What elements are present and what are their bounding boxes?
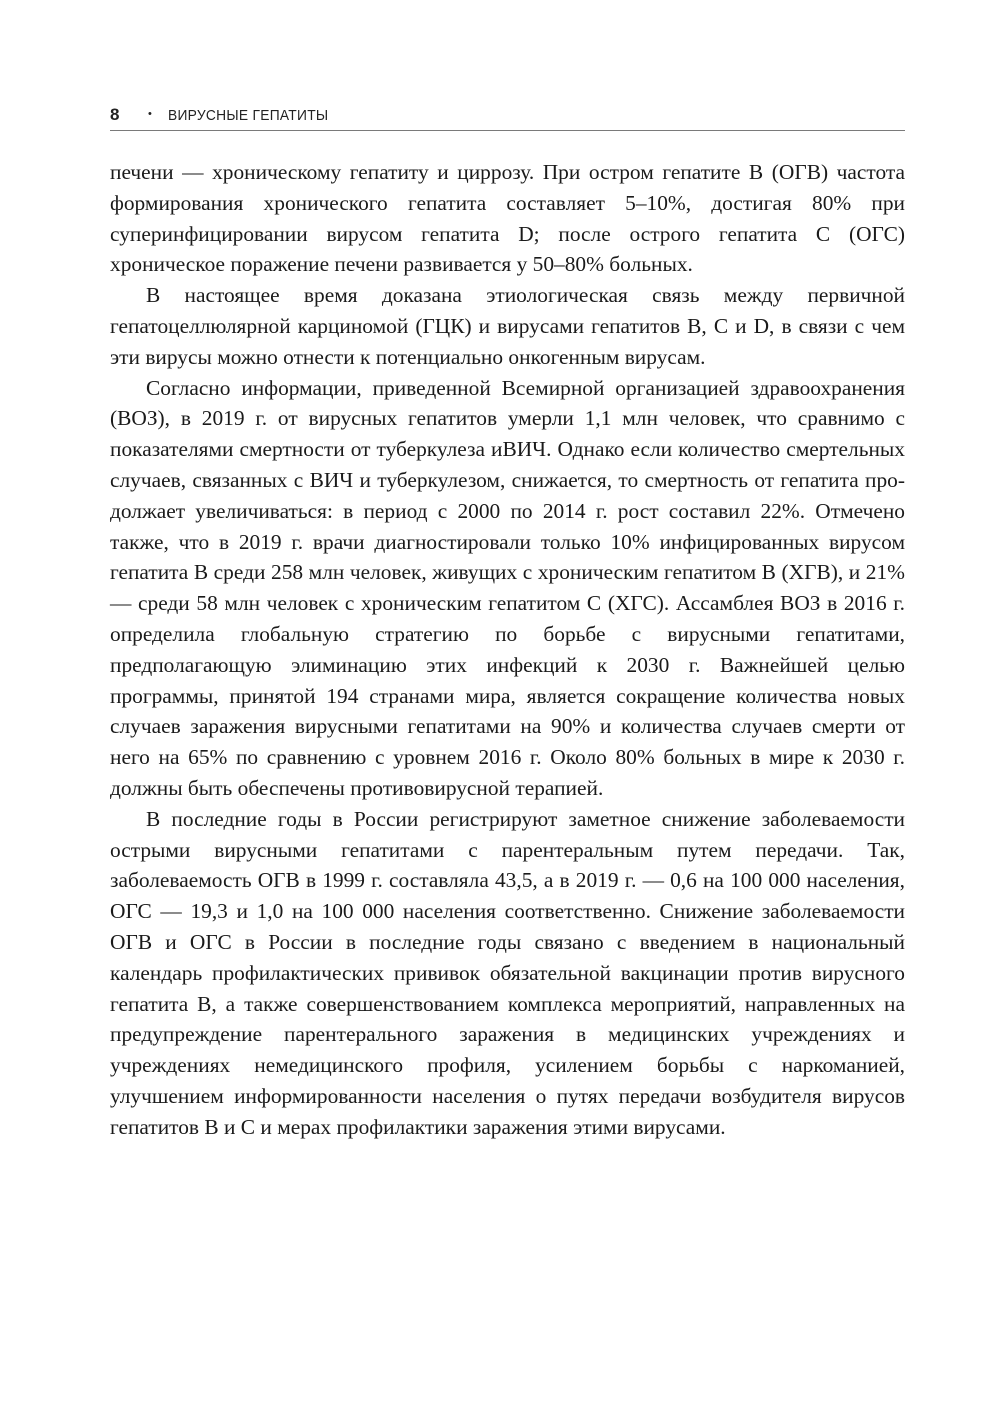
section-title: ВИРУСНЫЕ ГЕПАТИТЫ	[167, 106, 329, 124]
bullet-separator: •	[147, 108, 152, 120]
paragraph-3: Согласно информации, приведенной Всемирной организацией здравоохранения (ВОЗ), в 2019 г. от вирусных гепатитов умерли 1,1 млн человек, что сравнимо с показателями смертности от туберкулеза иВИЧ. Однако если количество смертельных случаев, связанных с ВИЧ и туберкулезом, снижается, то смертность от гепатита продолжает увеличиваться: в период с 2000 по 2014 г. рост составил 22%. Отмечено также, что в 2019 г. врачи диагностировали только 10% инфицированных вирусом гепатита В среди 258 млн человек, живущих с хроническим гепатитом В (ХГВ), и 21% — среди 58 млн человек с хроническим гепатитом С (ХГС). Ассамблея ВОЗ в 2016 г. определила глобальную стратегию по борьбе с вирусными гепатитами, предполагающую элиминацию этих инфекций к 2030 г. Важнейшей целью программы, принятой 194 странами мира, является сокращение количества новых случаев заражения вирусными гепатитами на 90% и количества случаев смерти от него на 65% по сравнению с уровнем 2016 г. Около 80% больных в мире к 2030 г. должны быть обеспечены противовирусной терапией.	[110, 375, 905, 800]
paragraph-1: печени — хроническому гепатиту и циррозу. При остром гепатите В (ОГВ) частота формирования хронического гепатита составляет 5–10%, достигая 80% при суперинфицировании вирусом гепатита D; после острого гепатита С (ОГС) хроническое поражение печени развивается у 50–80% больных.	[110, 160, 905, 277]
page-number: 8	[110, 105, 120, 124]
paragraph-4: В последние годы в России регистрируют заметное снижение заболеваемости острыми вирусными гепатитами с парентеральным путем передачи. Так, заболеваемость ОГВ в 1999 г. составляла 43,5, а в 2019 г. — 0,6 на 100 000 населения, ОГС — 19,3 и 1,0 на 100 000 населения соответственно. Снижение заболеваемости ОГВ и ОГС в России в последние годы связано с введением в национальный календарь профилактических прививок обязательной вакцинации против вирусного гепатита В, а также совершенствованием комплекса мероприятий, направленных на предупреждение парентерального заражения в медицинских учреждениях и учреждениях немедицинского профиля, усилением борьбы с наркоманией, улучшением информированности населения о путях передачи возбудителя вирусов гепатитов В и С и мерах профилактики заражения этими вирусами.	[110, 806, 905, 1139]
book-page	[110, 100, 905, 1143]
running-header	[110, 100, 905, 131]
paragraph-2: В настоящее время доказана этиологическая связь между первичной гепатоцеллюлярной карциномой (ГЦК) и вирусами гепатитов В, С и D, в связи с чем эти вирусы можно отнести к потенциально онкогенным вирусам.	[110, 283, 905, 369]
body-text	[110, 157, 905, 1143]
